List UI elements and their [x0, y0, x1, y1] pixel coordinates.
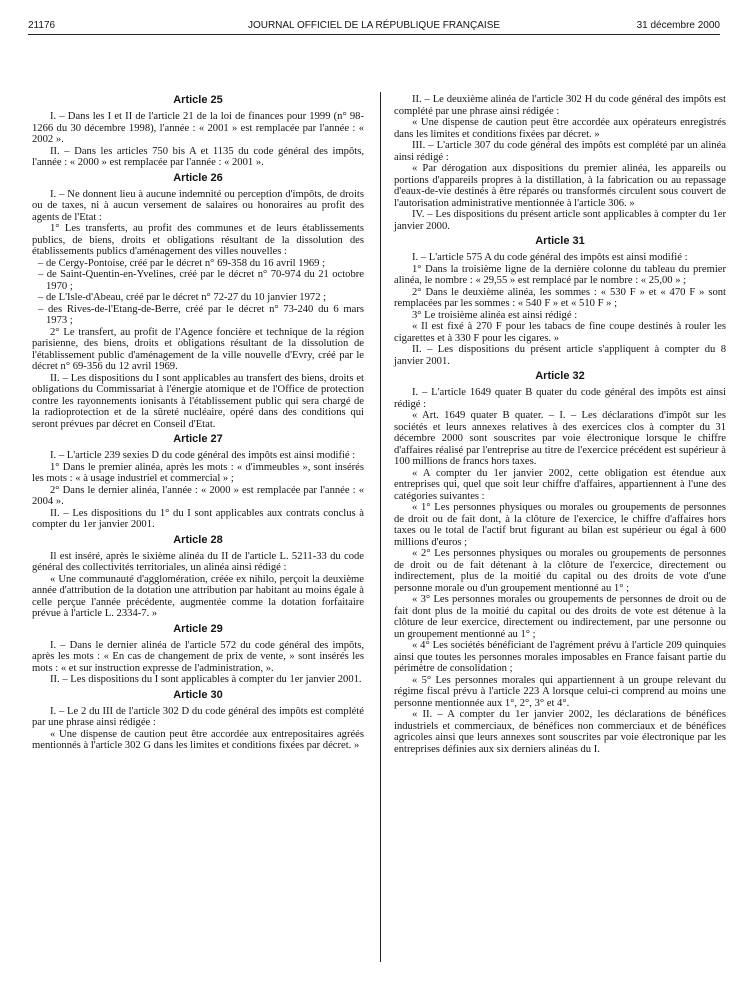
- page-number: 21176: [28, 20, 56, 31]
- paragraph: Il est inséré, après le sixième alinéa du II de l'article L. 5211-33 du code général des collectivités territoriales, un alinéa ainsi rédigé :: [32, 550, 364, 573]
- paragraph: 2° Dans le deuxième alinéa, les sommes : « 530 F » et « 470 F » sont remplacées par les sommes : « 540 F » et « 510 F » ;: [394, 286, 726, 309]
- paragraph: I. – L'article 239 sexies D du code général des impôts est ainsi modifié :: [50, 450, 356, 461]
- article-heading: Article 25: [173, 94, 223, 106]
- article-section: [32, 623, 364, 686]
- article-section: [32, 433, 364, 531]
- paragraph: « 4° Les sociétés bénéficiant de l'agrément prévu à l'article 209 quinquies ainsi que toutes les personnes morales imposables en France faisant partie du périmètre de consolidation ;: [394, 640, 726, 674]
- paragraph: II. – Les dispositions du 1° du I sont applicables aux contrats conclus à compter du 1er janvier 2001.: [32, 507, 364, 530]
- paragraph: – de Saint-Quentin-en-Yvelines, créé par le décret n° 70-974 du 21 octobre 1970 ;: [38, 269, 364, 292]
- paragraph: « 3° Les personnes morales ou groupements de personnes de droit ou de fait dont plus de la moitié du capital ou des droits de vote est détenue à la clôture de leur exercice, directement ou indirectement, par une personne ou un groupement mentionné au 1° ;: [394, 594, 726, 640]
- paragraph: I. – L'article 575 A du code général des impôts est ainsi modifié :: [412, 252, 688, 263]
- paragraph: « 5° Les personnes morales qui appartiennent à un groupe relevant du régime fiscal prévu à l'article 223 A lorsque celui-ci comprend au moins une personne mentionnée aux 1°, 2°, 3° et 4°.: [394, 674, 726, 709]
- paragraph: I. – Ne donnent lieu à aucune indemnité ou perception d'impôts, de droits ou de taxes, ni à aucun versement de salaires ou honoraires au profit des agents de l'Etat :: [32, 188, 364, 223]
- article-section: [394, 370, 726, 755]
- right-column: [394, 94, 726, 758]
- paragraph: « II. – A compter du 1er janvier 2002, les déclarations de bénéfices industriels et commerciaux, de bénéfices non commerciaux et de bénéfices agricoles ainsi que leurs annexes sont souscrites par voie électronique par les entreprises définies aux six derniers alinéas du I.: [394, 709, 726, 755]
- paragraph: « 2° Les personnes physiques ou morales ou groupements de personnes de droit ou de fait détenant à la clôture de l'exercice, directement ou indirectement, plus de la moitié du capital ou des droits de vote d'une personne morale ou d'un groupement mentionné au 1° ;: [394, 548, 726, 594]
- issue-date: 31 décembre 2000: [636, 20, 720, 31]
- article-heading: Article 26: [173, 171, 223, 184]
- paragraph: 2° Le transfert, au profit de l'Agence foncière et technique de la région parisienne, des biens, droits et obligations résultant de la dissolution de l'établissement public d'aménagement de la ville nouvelle d'Evry, créé par le décret n° 69-356 du 12 avril 1969.: [32, 326, 364, 372]
- article-section: [32, 172, 364, 431]
- paragraph: II. – Les dispositions du présent article s'appliquent à compter du 8 janvier 2001.: [394, 344, 726, 367]
- paragraph: « Art. 1649 quater B quater. – I. – Les déclarations d'impôt sur les sociétés et leurs annexes relatives à des exercices clos à compter du 31 décembre 2000 sont souscrites par voie électronique lorsque le chiffre d'affaires réalisé par l'entreprise au titre de l'exercice précédent est supérieur à 100 millions de francs hors taxes.: [394, 410, 726, 467]
- paragraph: « Une dispense de caution peut être accordée aux opérateurs enregistrés dans les limites et conditions fixées par décret. »: [394, 117, 726, 140]
- paragraph: 1° Dans la troisième ligne de la dernière colonne du tableau du premier alinéa, le nombre : « 29,55 » est remplacé par le nombre : « 25,00 » ;: [394, 263, 726, 286]
- journal-title: JOURNAL OFFICIEL DE LA RÉPUBLIQUE FRANÇAISE: [247, 20, 501, 31]
- paragraph: II. – Les dispositions du I sont applicables à compter du 1er janvier 2001.: [50, 674, 362, 685]
- paragraph: « 1° Les personnes physiques ou morales ou groupements de personnes de droit ou de fait dont, à la clôture de l'exercice, le chiffre d'affaires hors taxes ou le total de l'actif brut figurant au bilan est supérieur ou égal à 600 millions d'euros ;: [394, 502, 726, 548]
- paragraph: II. – Dans les articles 750 bis A et 1135 du code général des impôts, l'année : « 2000 » est remplacée par l'année : « 2001 ».: [32, 145, 364, 168]
- paragraph: IV. – Les dispositions du présent article sont applicables à compter du 1er janvier 2000.: [394, 209, 726, 232]
- article-heading: Article 29: [173, 622, 223, 635]
- paragraph: I. – Dans les I et II de l'article 21 de la loi de finances pour 1999 (n° 98-1266 du 30 décembre 1998), l'année : « 2001 » est remplacée par l'année : « 2002 ».: [32, 111, 364, 145]
- page-header: [28, 20, 720, 34]
- article-heading: Article 32: [535, 370, 585, 382]
- paragraph: « Une dispense de caution peut être accordée aux entrepositaires agréés mentionnés à l'article 302 G dans les limites et conditions fixées par décret. »: [32, 728, 364, 751]
- paragraph: I. – L'article 1649 quater B quater du code général des impôts est ainsi rédigé :: [394, 387, 726, 410]
- paragraph: 3° Le troisième alinéa est ainsi rédigé :: [412, 309, 578, 321]
- paragraph: I. – Dans le dernier alinéa de l'article 572 du code général des impôts, après les mots : « En cas de changement de prix de vente, » sont insérés les mots : « et sur instruction expresse de l'administration, ».: [32, 639, 364, 674]
- paragraph: 1° Dans le premier alinéa, après les mots : « d'immeubles », sont insérés les mots : « à usage industriel et commercial » ;: [32, 461, 364, 484]
- column-divider: [380, 92, 381, 962]
- paragraph: – des Rives-de-l'Etang-de-Berre, créé par le décret n° 73-240 du 6 mars 1973 ;: [38, 303, 364, 326]
- paragraph: II. – Le deuxième alinéa de l'article 302 H du code général des impôts est complété par une phrase ainsi rédigée :: [394, 94, 726, 117]
- article-section: [394, 94, 726, 232]
- paragraph: III. – L'article 307 du code général des impôts est complété par un alinéa ainsi rédigé :: [394, 140, 726, 163]
- paragraph: « Une communauté d'agglomération, créée ex nihilo, perçoit la deuxième année d'attribution de la dotation une attribution par habitant au moins égale à celle perçue l'année précédente, augmentée comme la dotation forfaitaire prévue à l'article L. 2334-7. »: [32, 573, 364, 619]
- article-heading: Article 28: [173, 533, 223, 546]
- paragraph: « Il est fixé à 270 F pour les tabacs de fine coupe destinés à rouler les cigarettes et à 330 F pour les cigares. »: [394, 321, 726, 344]
- paragraph: 1° Les transferts, au profit des communes et de leurs établissements publics, de biens, droits et obligations résultant de la dissolution des établissements publics d'aménagement des villes nouvelles :: [32, 223, 364, 257]
- article-section: [394, 235, 726, 367]
- paragraph: 2° Dans le dernier alinéa, l'année : « 2000 » est remplacée par l'année : « 2004 ».: [32, 484, 364, 507]
- paragraph: – de Cergy-Pontoise, créé par le décret n° 69-358 du 16 avril 1969 ;: [38, 257, 326, 269]
- paragraph: « A compter du 1er janvier 2002, cette obligation est étendue aux entreprises qui, quel que soit leur chiffre d'affaires, appartiennent à l'une des catégories suivantes :: [394, 467, 726, 502]
- paragraph: I. – Le 2 du III de l'article 302 D du code général des impôts est complété par une phrase ainsi rédigée :: [32, 705, 364, 728]
- paragraph: II. – Les dispositions du I sont applicables au transfert des biens, droits et obligations du Commissariat à l'énergie atomique et de l'Office de protection contre les rayonnements ionisants à l'établissement public qui sera chargé de la radioprotection et de la sûreté nucléaire, opéré dans des conditions qui seront prévues par décret en Conseil d'Etat.: [32, 372, 364, 430]
- article-section: [32, 534, 364, 620]
- article-heading: Article 30: [173, 688, 223, 701]
- paragraph: « Par dérogation aux dispositions du premier alinéa, les appareils ou portions d'appareils propres à la distillation, à la fabrication ou au repassage d'eaux-de-vie destinés à être réparés ou transformés circulent sous couvert de l'autorisation administrative mentionnée à l'article 306. »: [394, 163, 726, 209]
- paragraph: – de L'Isle-d'Abeau, créé par le décret n° 72-27 du 10 janvier 1972 ;: [38, 292, 327, 303]
- article-heading: Article 27: [173, 433, 223, 445]
- header-rule: [28, 34, 720, 35]
- left-column: [32, 94, 364, 755]
- article-section: [32, 94, 364, 169]
- article-heading: Article 31: [535, 235, 585, 247]
- article-section: [32, 689, 364, 752]
